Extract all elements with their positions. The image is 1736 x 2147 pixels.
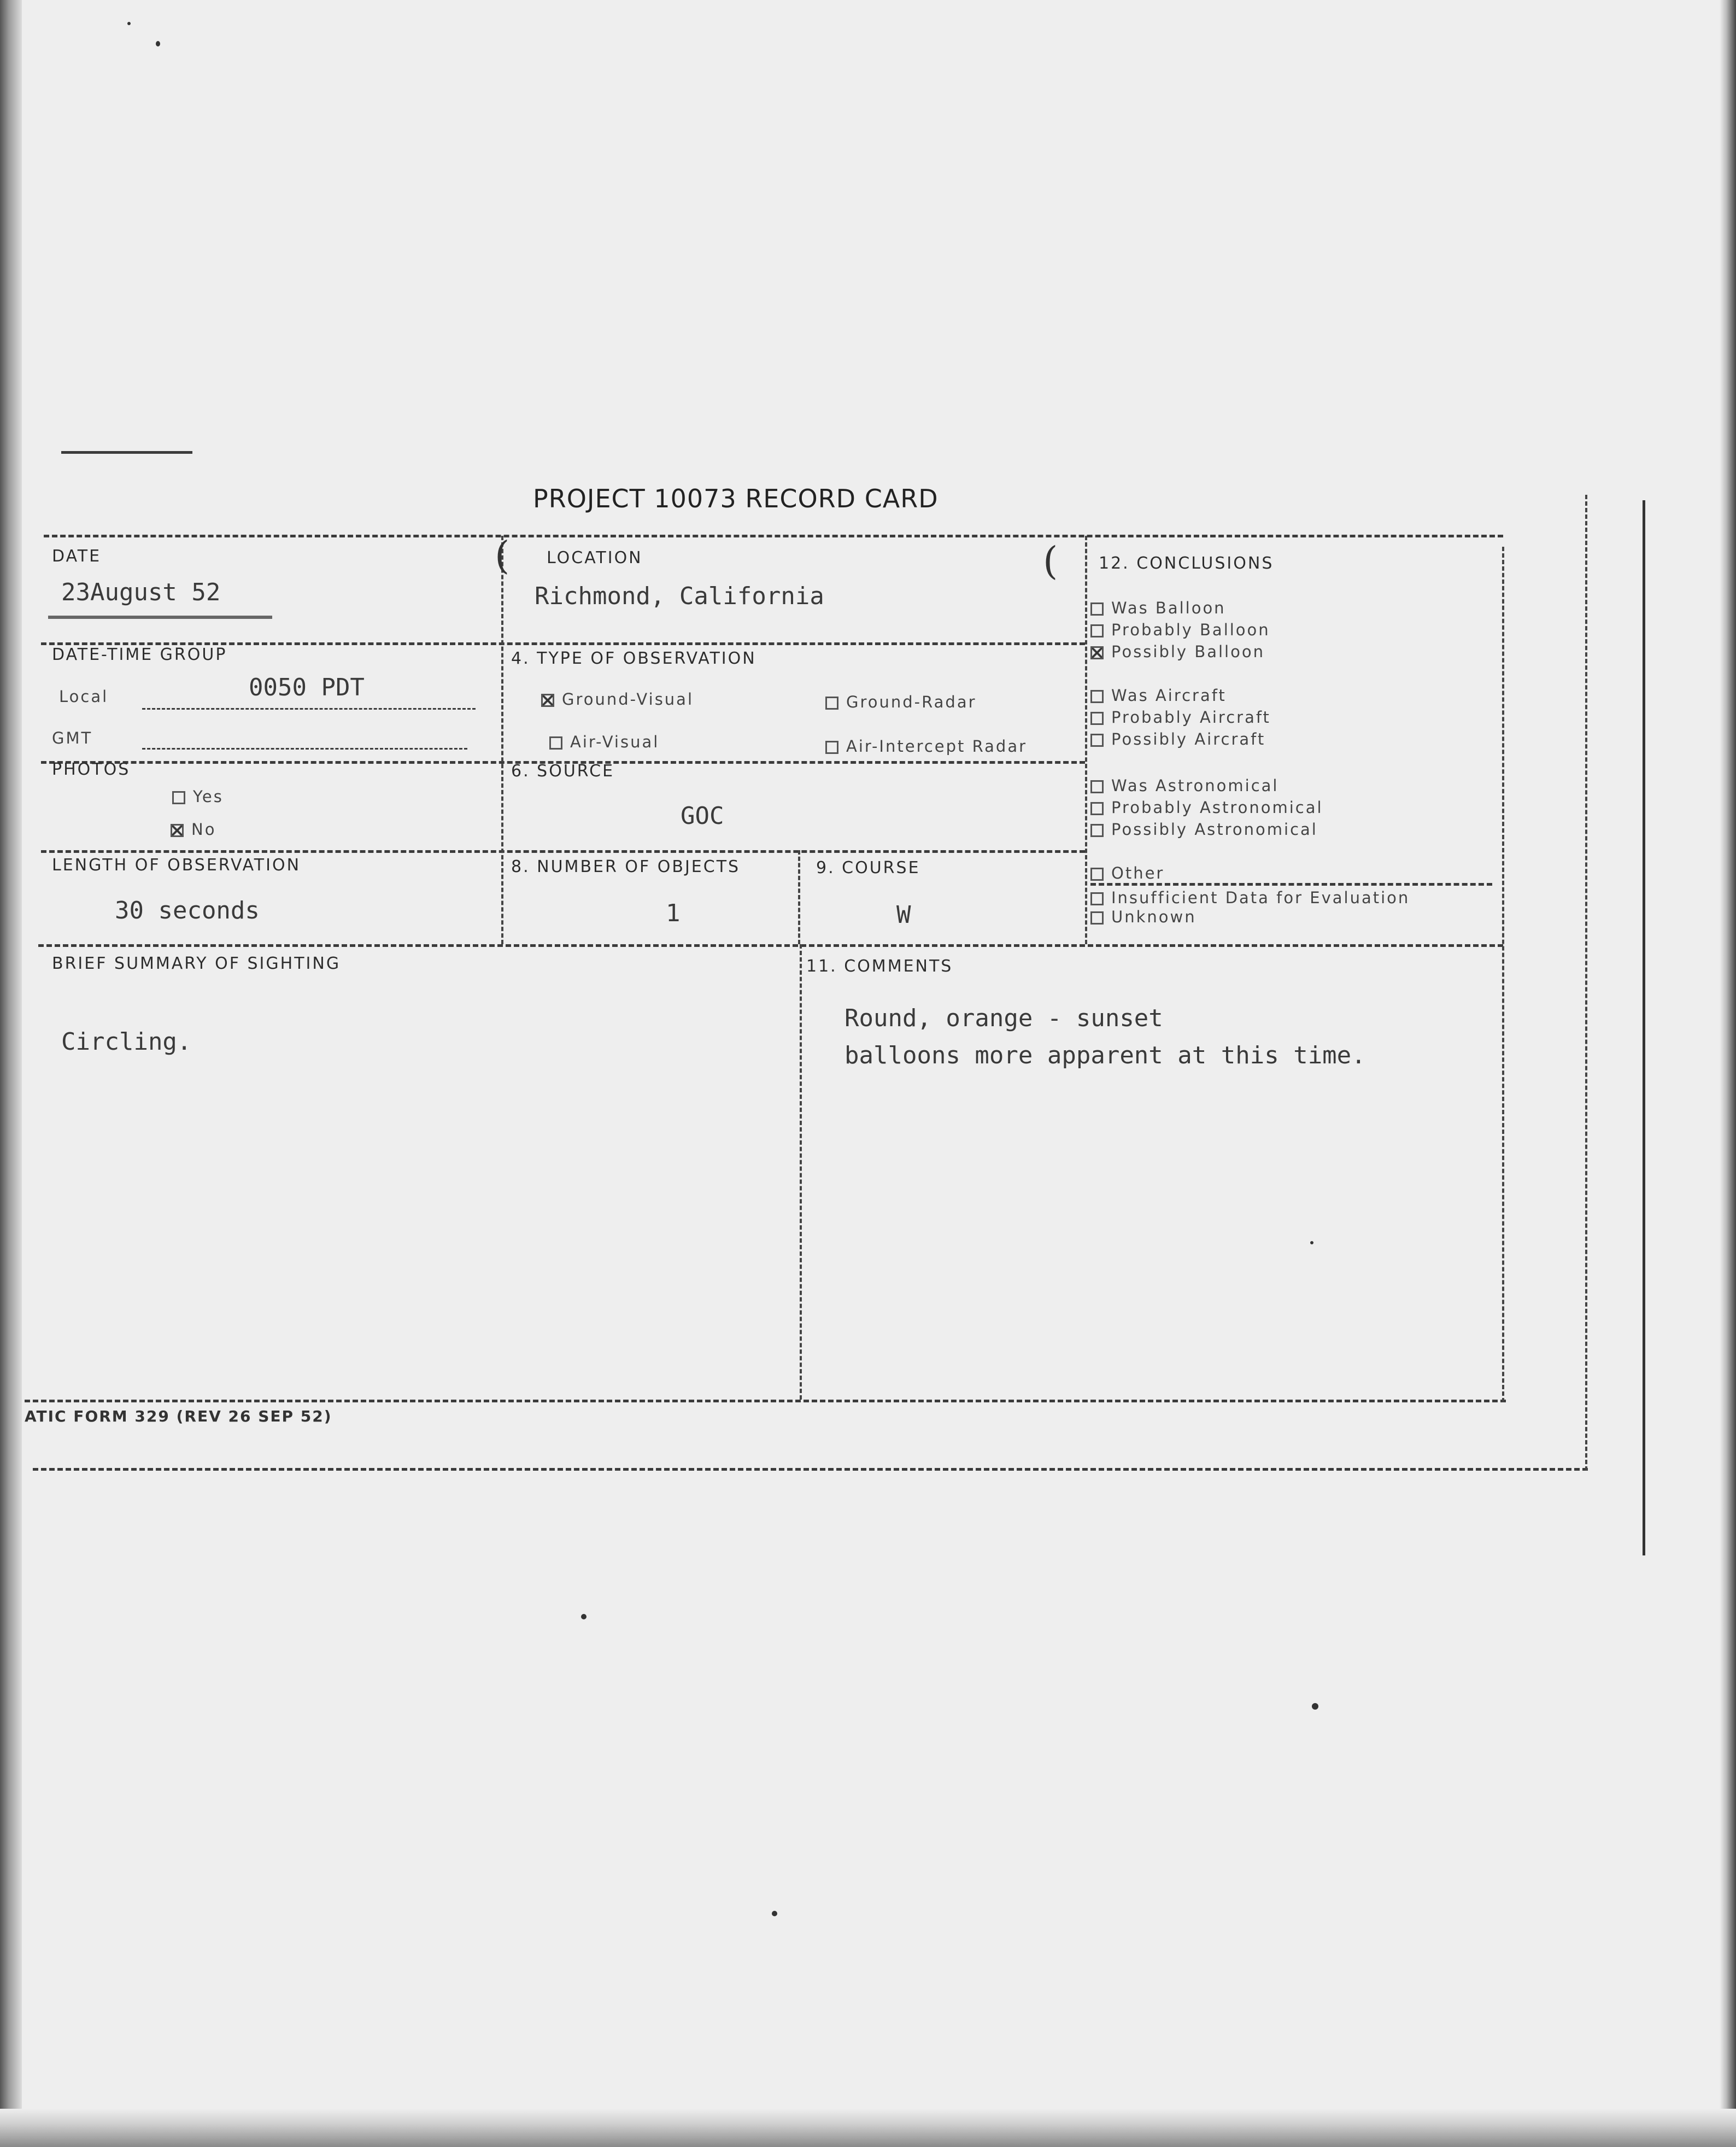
option-ground-visual: Ground-Visual [541, 690, 694, 709]
date-time-group-label: DATE-TIME GROUP [52, 645, 227, 664]
photos-no: No [171, 820, 216, 839]
number-of-objects-label: 8. NUMBER OF OBJECTS [511, 857, 741, 876]
option-air-intercept-radar: Air-Intercept Radar [825, 737, 1027, 756]
scan-mark [61, 451, 192, 454]
brief-summary-value: Circling. [61, 1028, 192, 1056]
checkbox-checked [1090, 646, 1104, 659]
location-value: Richmond, California [535, 582, 824, 610]
conclusion-was-balloon: Was Balloon [1090, 599, 1226, 617]
checkbox [172, 791, 185, 804]
speck [156, 41, 160, 46]
number-of-objects-value: 1 [666, 899, 681, 927]
scan-right-edge [1720, 0, 1736, 2147]
length-of-observation-value: 30 seconds [115, 897, 260, 925]
checkbox [1090, 712, 1104, 725]
checkbox [1090, 892, 1104, 905]
photos-label: PHOTOS [52, 760, 131, 779]
checkbox [1090, 624, 1104, 637]
local-time-value: 0050 PDT [249, 674, 365, 701]
mark: ( [495, 533, 510, 578]
checkbox [825, 697, 838, 710]
conclusion-divider [1090, 883, 1492, 886]
outer-frame-line [1643, 500, 1645, 1555]
gmt-underline [142, 748, 467, 750]
speck [1312, 1703, 1318, 1710]
length-of-observation-label: LENGTH OF OBSERVATION [52, 856, 301, 875]
checkbox [825, 741, 838, 754]
checkbox [549, 736, 562, 750]
conclusion-insufficient-data: Insufficient Data for Evaluation [1090, 888, 1410, 907]
card-right-border [1502, 547, 1504, 1402]
brief-summary-label: BRIEF SUMMARY OF SIGHTING [52, 954, 341, 973]
column-divider [1085, 536, 1087, 944]
speck [127, 22, 131, 25]
checkbox-checked [171, 824, 184, 837]
scan-left-edge [0, 0, 22, 2147]
source-label: 6. SOURCE [511, 762, 615, 781]
checkbox-checked [541, 694, 554, 707]
form-footer: ATIC FORM 329 (REV 26 SEP 52) [25, 1407, 332, 1425]
conclusion-unknown: Unknown [1090, 908, 1197, 926]
course-label: 9. COURSE [816, 858, 920, 877]
outer-right-border [1585, 495, 1587, 1471]
conclusion-possibly-astronomical: Possibly Astronomical [1090, 820, 1318, 839]
column-divider [798, 850, 800, 944]
date-strike [48, 616, 272, 619]
type-of-observation-label: 4. TYPE OF OBSERVATION [511, 649, 756, 668]
date-value: 23August 52 [61, 578, 221, 606]
comments-line-2: balloons more apparent at this time. [844, 1042, 1366, 1069]
local-label: Local [59, 687, 109, 706]
checkbox [1090, 690, 1104, 703]
conclusion-possibly-aircraft: Possibly Aircraft [1090, 730, 1265, 748]
location-label: LOCATION [547, 548, 643, 568]
conclusion-probably-astronomical: Probably Astronomical [1090, 798, 1323, 817]
comments-line-1: Round, orange - sunset [844, 1004, 1163, 1032]
checkbox [1090, 824, 1104, 837]
checkbox [1090, 911, 1104, 925]
source-value: GOC [681, 802, 724, 830]
form-title: PROJECT 10073 RECORD CARD [533, 484, 939, 513]
scan-bottom-edge [0, 2109, 1736, 2147]
option-air-visual: Air-Visual [549, 733, 659, 751]
card-top-border [44, 535, 1503, 537]
course-value: W [896, 901, 911, 929]
speck [1310, 1241, 1313, 1244]
checkbox [1090, 602, 1104, 616]
conclusion-probably-aircraft: Probably Aircraft [1090, 708, 1271, 727]
row-divider [41, 850, 1085, 853]
row-divider [38, 944, 1503, 947]
checkbox [1090, 802, 1104, 815]
checkbox [1090, 780, 1104, 793]
conclusion-was-aircraft: Was Aircraft [1090, 686, 1227, 705]
checkbox [1090, 734, 1104, 747]
outer-bottom-border [33, 1468, 1588, 1471]
card-bottom-border [25, 1400, 1506, 1402]
date-label: DATE [52, 547, 102, 566]
conclusion-was-astronomical: Was Astronomical [1090, 776, 1278, 795]
speck [581, 1614, 587, 1619]
speck [772, 1911, 777, 1916]
conclusion-possibly-balloon: Possibly Balloon [1090, 642, 1265, 661]
checkbox [1090, 868, 1104, 881]
column-divider [501, 536, 503, 944]
comments-label: 11. COMMENTS [806, 957, 953, 976]
photos-yes: Yes [172, 787, 224, 806]
conclusions-label: 12. CONCLUSIONS [1099, 554, 1274, 573]
mark: ( [1043, 539, 1058, 583]
conclusion-other: Other [1090, 864, 1164, 882]
conclusion-probably-balloon: Probably Balloon [1090, 621, 1270, 639]
gmt-label: GMT [52, 729, 93, 747]
column-divider [800, 944, 802, 1400]
option-ground-radar: Ground-Radar [825, 693, 977, 711]
local-underline [142, 708, 476, 710]
